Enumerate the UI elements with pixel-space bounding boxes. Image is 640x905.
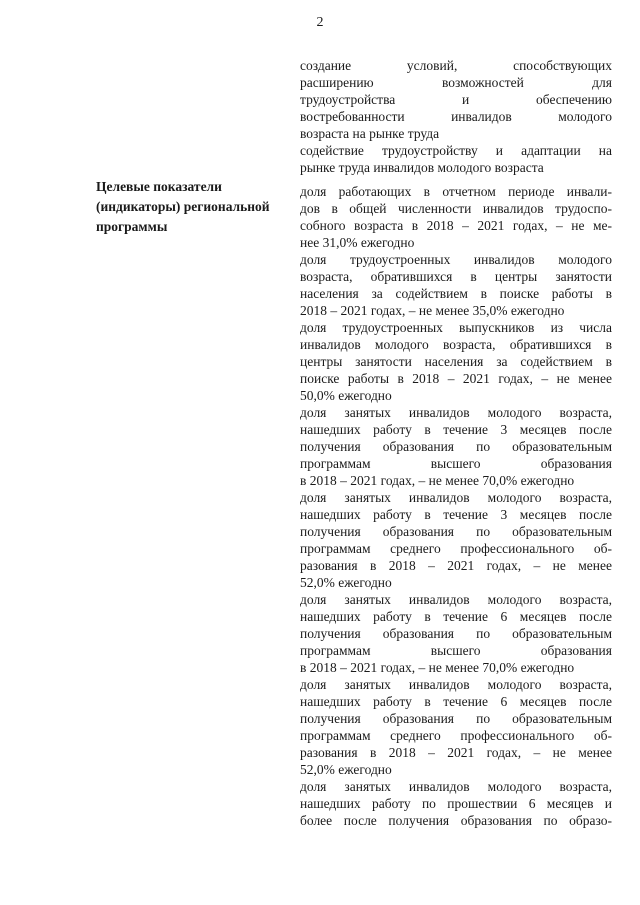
indicator-item bbox=[300, 676, 612, 778]
text-line: доля занятых инвалидов молодого возраста, bbox=[300, 592, 612, 607]
text-line: инвалидов молодого возраста, обратившихся в bbox=[300, 337, 612, 352]
text-line: нашедших работу в течение 3 месяцев после bbox=[300, 507, 612, 522]
page-number: 2 bbox=[316, 15, 324, 30]
text-line: более после получения образования по образо- bbox=[300, 813, 612, 828]
text-line: нее 31,0% ежегодно bbox=[300, 235, 415, 250]
text-line: возраста на рынке труда bbox=[300, 126, 440, 141]
text-line: получения образования по образовательным bbox=[300, 524, 612, 539]
text-line: дов в общей численности инвалидов трудоспо- bbox=[300, 201, 612, 216]
text-line: 52,0% ежегодно bbox=[300, 575, 392, 590]
text-line: в 2018 – 2021 годах, – не менее 70,0% ежегодно bbox=[300, 660, 575, 675]
goal-item bbox=[300, 57, 612, 142]
indicator-item bbox=[300, 778, 612, 829]
text-line: нашедших работу в течение 3 месяцев после bbox=[300, 422, 612, 437]
text-line: 52,0% ежегодно bbox=[300, 762, 392, 777]
indicator-item bbox=[300, 251, 612, 319]
indicator-item bbox=[300, 591, 612, 676]
indicators-label bbox=[96, 177, 296, 237]
text-line: программам среднего профессионального об- bbox=[300, 541, 612, 556]
indicators-label-line: Целевые показатели bbox=[96, 179, 222, 194]
text-line: возраста, обратившихся в центры занятости bbox=[300, 269, 612, 284]
goals-block bbox=[300, 57, 612, 176]
indicators-block bbox=[300, 183, 612, 829]
text-line: собного возраста в 2018 – 2021 годах, – не ме- bbox=[300, 218, 612, 233]
text-line: доля занятых инвалидов молодого возраста, bbox=[300, 779, 612, 794]
text-line: доля занятых инвалидов молодого возраста, bbox=[300, 677, 612, 692]
indicator-item bbox=[300, 183, 612, 251]
text-line: создание условий, способствующих bbox=[300, 58, 612, 73]
text-line: рынке труда инвалидов молодого возраста bbox=[300, 160, 544, 175]
text-line: получения образования по образовательным bbox=[300, 439, 612, 454]
text-line: 2018 – 2021 годах, – не менее 35,0% ежегодно bbox=[300, 303, 565, 318]
text-line: востребованности инвалидов молодого bbox=[300, 109, 612, 124]
text-line: доля занятых инвалидов молодого возраста, bbox=[300, 490, 612, 505]
text-line: расширению возможностей для bbox=[300, 75, 612, 90]
text-line: доля трудоустроенных выпускников из числа bbox=[300, 320, 612, 335]
indicators-label-line: (индикаторы) региональной bbox=[96, 199, 270, 214]
text-line: нашедших работу в течение 6 месяцев после bbox=[300, 694, 612, 709]
text-line: программам высшего образования bbox=[300, 456, 612, 471]
indicator-item bbox=[300, 319, 612, 404]
text-line: нашедших работу по прошествии 6 месяцев и bbox=[300, 796, 612, 811]
goal-item bbox=[300, 142, 612, 176]
text-line: программам среднего профессионального об- bbox=[300, 728, 612, 743]
text-line: 50,0% ежегодно bbox=[300, 388, 392, 403]
text-line: центры занятости населения за содействием в bbox=[300, 354, 612, 369]
indicator-item bbox=[300, 489, 612, 591]
text-line: доля занятых инвалидов молодого возраста, bbox=[300, 405, 612, 420]
text-line: получения образования по образовательным bbox=[300, 711, 612, 726]
text-line: доля работающих в отчетном периоде инвали- bbox=[300, 184, 612, 199]
text-line: получения образования по образовательным bbox=[300, 626, 612, 641]
indicator-item bbox=[300, 404, 612, 489]
text-line: программам высшего образования bbox=[300, 643, 612, 658]
text-line: доля трудоустроенных инвалидов молодого bbox=[300, 252, 612, 267]
text-line: разования в 2018 – 2021 годах, – не менее bbox=[300, 745, 612, 760]
text-line: разования в 2018 – 2021 годах, – не менее bbox=[300, 558, 612, 573]
text-line: поиске работы в 2018 – 2021 годах, – не менее bbox=[300, 371, 612, 386]
text-line: трудоустройства и обеспечению bbox=[300, 92, 612, 107]
text-line: населения за содействием в поиске работы в bbox=[300, 286, 612, 301]
text-line: содействие трудоустройству и адаптации на bbox=[300, 143, 612, 158]
text-line: нашедших работу в течение 6 месяцев после bbox=[300, 609, 612, 624]
text-line: в 2018 – 2021 годах, – не менее 70,0% ежегодно bbox=[300, 473, 575, 488]
indicators-label-line: программы bbox=[96, 219, 168, 234]
